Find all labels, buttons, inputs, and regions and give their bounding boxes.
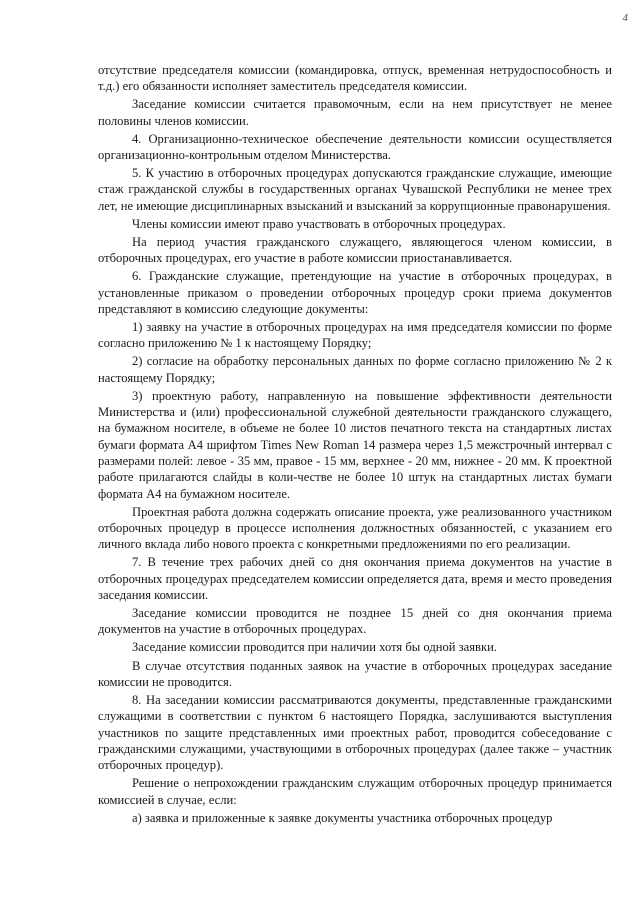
paragraph-15: В случае отсутствия поданных заявок на участие в отборочных процедурах заседание комиссии не проводится. [98, 658, 612, 689]
paragraph-13: Заседание комиссии проводится не позднее 15 дней со дня окончания приема документов на участие в отборочных процедурах. [98, 606, 612, 637]
paragraph-18: а) заявка и приложенные к заявке документы участника отборочных процедур [132, 810, 553, 825]
paragraph-5: Члены комиссии имеют право участвовать в отборочных процедурах. [132, 216, 506, 231]
document-body [98, 62, 612, 826]
paragraph-2: Заседание комиссии считается правомочным, если на нем присутствует не менее половины членов комиссии. [98, 97, 612, 128]
paragraph-14: Заседание комиссии проводится при наличии хотя бы одной заявки. [132, 640, 497, 655]
paragraph-6: На период участия гражданского служащего, являющегося членом комиссии, в отборочных процедурах, его участие в работе комиссии приостанавливается. [98, 234, 612, 266]
paragraph-4: 5. К участию в отборочных процедурах допускаются гражданские служащие, имеющие стаж гражданской службы в государственных органах Чувашской Республики не менее трех лет, не имеющие дисциплинарных взысканий и взысканий за коррупционные правонарушения. [98, 166, 612, 213]
paragraph-10: 3) проектную работу, направленную на повышение эффективности деятельности Министерства и (или) профессиональной служебной деятельности гражданского служащего, на бумажном носителе, в объеме не более 10 листов печатного текста на стандартных листах бумаги формата А4 шрифтом Times New Roman 14 размера через 1,5 межстрочный интервал с размерами полей: левое - 35 мм, правое - 15 мм, верхнее - 20 мм, нижнее - 20 мм. К проектной работе прилагаются слайды в коли-честве не более 10 штук на стандартных листах бумаги формата А4 на бумажном носителе. [98, 388, 612, 501]
paragraph-8: 1) заявку на участие в отборочных процедурах на имя председателя комиссии по форме согласно приложению № 1 к настоящему Порядку; [98, 320, 612, 351]
paragraph-9: 2) согласие на обработку персональных данных по форме согласно приложению № 2 к настоящему Порядку; [98, 354, 612, 385]
paragraph-3: 4. Организационно-техническое обеспечение деятельности комиссии осуществляется организационно-контрольным отделом Министерства. [98, 131, 612, 163]
page-corner-mark: 4 [622, 12, 628, 24]
paragraph-7: 6. Гражданские служащие, претендующие на участие в отборочных процедурах, в установленные приказом о проведении отборочных процедур сроки приема документов представляют в комиссию следующие документы: [98, 269, 612, 316]
paragraph-12: 7. В течение трех рабочих дней со дня окончания приема документов на участие в отборочных процедурах председателем комиссии определяется дата, время и место проведения заседания комиссии. [98, 555, 612, 602]
paragraph-1: отсутствие председателя комиссии (командировка, отпуск, временная нетрудоспособность и т.д.) его обязанности исполняет заместитель председателя комиссии. [98, 63, 612, 94]
paragraph-11: Проектная работа должна содержать описание проекта, уже реализованного участником отборочных процедур в процессе исполнения должностных обязанностей, с указанием его личного вклада либо нового проекта с конкретными предложениями по его реализации. [98, 504, 612, 552]
paragraph-16: 8. На заседании комиссии рассматриваются документы, представленные гражданскими служащими в соответствии с пунктом 6 настоящего Порядка, заслушиваются выступления участников по защите представленных ими проектных работ, проводится собеседование с гражданскими служащими, участвующими в отборочных процедурах (далее также – участник отборочных процедур). [98, 692, 612, 773]
paragraph-17: Решение о непрохождении гражданским служащим отборочных процедур принимается комиссией в случае, если: [98, 776, 612, 807]
